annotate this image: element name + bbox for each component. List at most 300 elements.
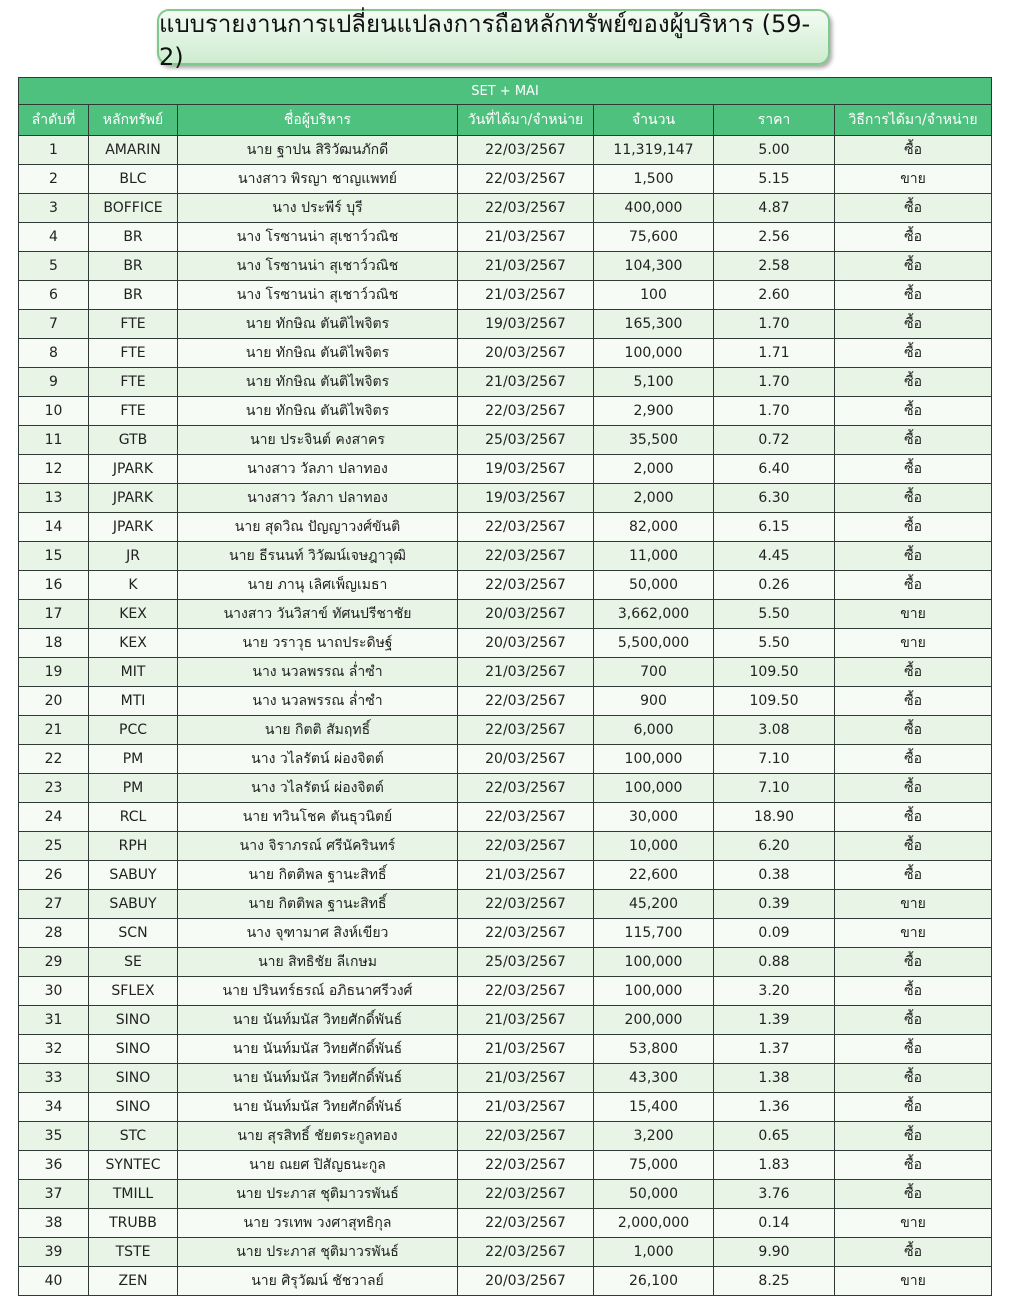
table-row [19, 919, 992, 948]
volume: 200,000 [594, 1006, 714, 1035]
volume: 100,000 [594, 774, 714, 803]
table-row [19, 426, 992, 455]
price: 4.87 [714, 194, 835, 223]
security-symbol: SINO [89, 1064, 178, 1093]
executive-name: นาย วราวุธ นาถประดิษฐ์ [178, 629, 458, 658]
row-number: 37 [19, 1180, 89, 1209]
row-number: 22 [19, 745, 89, 774]
table-row [19, 977, 992, 1006]
executive-name: นาย ศิรุวัฒน์ ชัชวาลย์ [178, 1267, 458, 1296]
column-header-method: วิธีการได้มา/จำหน่าย [835, 105, 992, 136]
transaction-date: 22/03/2567 [458, 687, 594, 716]
executive-name: นาย ทักษิณ ตันติไพจิตร [178, 310, 458, 339]
volume: 2,000,000 [594, 1209, 714, 1238]
volume: 104,300 [594, 252, 714, 281]
row-number: 27 [19, 890, 89, 919]
transaction-method: ซื้อ [835, 1006, 992, 1035]
price: 1.83 [714, 1151, 835, 1180]
transaction-method: ซื้อ [835, 136, 992, 165]
table-row [19, 455, 992, 484]
column-header-executive: ชื่อผู้บริหาร [178, 105, 458, 136]
price: 2.58 [714, 252, 835, 281]
volume: 53,800 [594, 1035, 714, 1064]
price: 0.88 [714, 948, 835, 977]
volume: 75,600 [594, 223, 714, 252]
security-symbol: TSTE [89, 1238, 178, 1267]
table-row [19, 1122, 992, 1151]
table-row [19, 629, 992, 658]
row-number: 2 [19, 165, 89, 194]
row-number: 23 [19, 774, 89, 803]
security-symbol: TMILL [89, 1180, 178, 1209]
row-number: 36 [19, 1151, 89, 1180]
transaction-method: ซื้อ [835, 803, 992, 832]
transaction-method: ซื้อ [835, 281, 992, 310]
transaction-date: 22/03/2567 [458, 919, 594, 948]
volume: 6,000 [594, 716, 714, 745]
transaction-date: 22/03/2567 [458, 774, 594, 803]
table-row [19, 832, 992, 861]
executive-name: นาย นันท์มนัส วิทยศักดิ์พันธ์ [178, 1064, 458, 1093]
volume: 11,319,147 [594, 136, 714, 165]
transaction-method: ซื้อ [835, 948, 992, 977]
table-row [19, 687, 992, 716]
transaction-date: 21/03/2567 [458, 658, 594, 687]
executive-name: นาย ฐาปน สิริวัฒนภักดี [178, 136, 458, 165]
executive-name: นาย ทักษิณ ตันติไพจิตร [178, 368, 458, 397]
transaction-method: ซื้อ [835, 1035, 992, 1064]
transaction-method: ซื้อ [835, 513, 992, 542]
volume: 900 [594, 687, 714, 716]
transaction-date: 25/03/2567 [458, 948, 594, 977]
volume: 26,100 [594, 1267, 714, 1296]
table-row [19, 1064, 992, 1093]
executive-name: นาย ปรินทร์ธรณ์ อภิธนาศรีวงศ์ [178, 977, 458, 1006]
volume: 11,000 [594, 542, 714, 571]
transaction-method: ซื้อ [835, 716, 992, 745]
transaction-method: ซื้อ [835, 252, 992, 281]
executive-name: นาย ภานุ เลิศเพ็ญเมธา [178, 571, 458, 600]
transaction-date: 22/03/2567 [458, 890, 594, 919]
volume: 50,000 [594, 1180, 714, 1209]
table-row [19, 397, 992, 426]
price: 2.56 [714, 223, 835, 252]
transaction-date: 22/03/2567 [458, 513, 594, 542]
transaction-date: 19/03/2567 [458, 484, 594, 513]
row-number: 10 [19, 397, 89, 426]
transaction-method: ซื้อ [835, 194, 992, 223]
price: 5.50 [714, 629, 835, 658]
volume: 3,200 [594, 1122, 714, 1151]
security-symbol: SINO [89, 1093, 178, 1122]
price: 5.50 [714, 600, 835, 629]
transaction-date: 22/03/2567 [458, 136, 594, 165]
table-row [19, 281, 992, 310]
price: 109.50 [714, 687, 835, 716]
transaction-method: ซื้อ [835, 484, 992, 513]
row-number: 4 [19, 223, 89, 252]
executive-name: นาง นวลพรรณ ล่ำซำ [178, 687, 458, 716]
price: 2.60 [714, 281, 835, 310]
transaction-date: 22/03/2567 [458, 542, 594, 571]
security-symbol: MIT [89, 658, 178, 687]
row-number: 9 [19, 368, 89, 397]
row-number: 33 [19, 1064, 89, 1093]
security-symbol: SABUY [89, 861, 178, 890]
transaction-date: 21/03/2567 [458, 368, 594, 397]
price: 6.30 [714, 484, 835, 513]
volume: 100,000 [594, 948, 714, 977]
table-body [19, 136, 992, 1296]
executive-name: นาง ประพีร์ บุรี [178, 194, 458, 223]
table-row [19, 310, 992, 339]
price: 0.65 [714, 1122, 835, 1151]
row-number: 30 [19, 977, 89, 1006]
insider-trading-table [18, 77, 992, 1296]
table-row [19, 571, 992, 600]
transaction-date: 22/03/2567 [458, 1151, 594, 1180]
transaction-date: 21/03/2567 [458, 1093, 594, 1122]
row-number: 1 [19, 136, 89, 165]
price: 4.45 [714, 542, 835, 571]
security-symbol: KEX [89, 600, 178, 629]
column-header-security: หลักทรัพย์ [89, 105, 178, 136]
price: 6.40 [714, 455, 835, 484]
volume: 35,500 [594, 426, 714, 455]
row-number: 12 [19, 455, 89, 484]
row-number: 28 [19, 919, 89, 948]
price: 1.71 [714, 339, 835, 368]
price: 6.20 [714, 832, 835, 861]
transaction-date: 20/03/2567 [458, 600, 594, 629]
table-row [19, 890, 992, 919]
security-symbol: K [89, 571, 178, 600]
table-row [19, 1151, 992, 1180]
transaction-method: ขาย [835, 890, 992, 919]
transaction-method: ซื้อ [835, 774, 992, 803]
row-number: 20 [19, 687, 89, 716]
security-symbol: PM [89, 774, 178, 803]
security-symbol: SE [89, 948, 178, 977]
transaction-date: 22/03/2567 [458, 803, 594, 832]
column-header-no: ลำดับที่ [19, 105, 89, 136]
row-number: 32 [19, 1035, 89, 1064]
transaction-date: 22/03/2567 [458, 194, 594, 223]
transaction-method: ซื้อ [835, 368, 992, 397]
price: 3.76 [714, 1180, 835, 1209]
row-number: 8 [19, 339, 89, 368]
transaction-method: ซื้อ [835, 1151, 992, 1180]
executive-name: นางสาว วัลภา ปลาทอง [178, 455, 458, 484]
transaction-date: 19/03/2567 [458, 310, 594, 339]
volume: 15,400 [594, 1093, 714, 1122]
security-symbol: PCC [89, 716, 178, 745]
executive-name: นาง วไลรัตน์ ผ่องจิตต์ [178, 774, 458, 803]
row-number: 38 [19, 1209, 89, 1238]
price: 0.14 [714, 1209, 835, 1238]
price: 5.15 [714, 165, 835, 194]
transaction-method: ขาย [835, 165, 992, 194]
security-symbol: JR [89, 542, 178, 571]
row-number: 26 [19, 861, 89, 890]
executive-name: นาง โรซานน่า สุเชาว์วณิช [178, 223, 458, 252]
transaction-method: ขาย [835, 1209, 992, 1238]
transaction-date: 21/03/2567 [458, 1006, 594, 1035]
executive-name: นาย สุดวิณ ปัญญาวงศ์ขันติ [178, 513, 458, 542]
transaction-date: 20/03/2567 [458, 339, 594, 368]
price: 3.08 [714, 716, 835, 745]
title-banner [157, 9, 830, 71]
table-row [19, 136, 992, 165]
executive-name: นาย สิทธิชัย ลีเกษม [178, 948, 458, 977]
executive-name: นางสาว วัลภา ปลาทอง [178, 484, 458, 513]
transaction-method: ขาย [835, 600, 992, 629]
price: 6.15 [714, 513, 835, 542]
column-header-price: ราคา [714, 105, 835, 136]
executive-name: นาย นันท์มนัส วิทยศักดิ์พันธ์ [178, 1093, 458, 1122]
transaction-date: 20/03/2567 [458, 745, 594, 774]
row-number: 29 [19, 948, 89, 977]
executive-name: นาง นวลพรรณ ล่ำซำ [178, 658, 458, 687]
column-header-row [19, 105, 992, 136]
executive-name: นาย ประภาส ชุติมาวรพันธ์ [178, 1238, 458, 1267]
executive-name: นาง โรซานน่า สุเชาว์วณิช [178, 281, 458, 310]
security-symbol: SFLEX [89, 977, 178, 1006]
transaction-method: ซื้อ [835, 223, 992, 252]
executive-name: นางสาว พิรญา ชาญแพทย์ [178, 165, 458, 194]
transaction-date: 22/03/2567 [458, 977, 594, 1006]
transaction-method: ซื้อ [835, 339, 992, 368]
security-symbol: SYNTEC [89, 1151, 178, 1180]
table-row [19, 1238, 992, 1267]
executive-name: นาย ธีรนนท์ วิวัฒน์เจษฎาวุฒิ [178, 542, 458, 571]
table-row [19, 1035, 992, 1064]
column-header-volume: จำนวน [594, 105, 714, 136]
table-row [19, 1180, 992, 1209]
price: 1.38 [714, 1064, 835, 1093]
security-symbol: SINO [89, 1006, 178, 1035]
transaction-date: 22/03/2567 [458, 571, 594, 600]
transaction-method: ขาย [835, 629, 992, 658]
transaction-date: 21/03/2567 [458, 223, 594, 252]
volume: 165,300 [594, 310, 714, 339]
table-row [19, 948, 992, 977]
table-row [19, 194, 992, 223]
transaction-method: ซื้อ [835, 571, 992, 600]
row-number: 25 [19, 832, 89, 861]
table-row [19, 484, 992, 513]
executive-name: นาย ทักษิณ ตันติไพจิตร [178, 397, 458, 426]
executive-name: นาย ประภาส ชุติมาวรพันธ์ [178, 1180, 458, 1209]
transaction-date: 21/03/2567 [458, 1064, 594, 1093]
transaction-method: ซื้อ [835, 1238, 992, 1267]
security-symbol: KEX [89, 629, 178, 658]
executive-name: นาย กิตติพล ฐานะสิทธิ์ [178, 861, 458, 890]
volume: 3,662,000 [594, 600, 714, 629]
volume: 45,200 [594, 890, 714, 919]
executive-name: นาง โรซานน่า สุเชาว์วณิช [178, 252, 458, 281]
row-number: 18 [19, 629, 89, 658]
transaction-method: ซื้อ [835, 658, 992, 687]
transaction-method: ซื้อ [835, 1180, 992, 1209]
row-number: 40 [19, 1267, 89, 1296]
price: 0.26 [714, 571, 835, 600]
price: 0.38 [714, 861, 835, 890]
price: 1.36 [714, 1093, 835, 1122]
price: 0.09 [714, 919, 835, 948]
volume: 115,700 [594, 919, 714, 948]
transaction-date: 22/03/2567 [458, 165, 594, 194]
volume: 50,000 [594, 571, 714, 600]
table-row [19, 658, 992, 687]
row-number: 15 [19, 542, 89, 571]
transaction-date: 20/03/2567 [458, 629, 594, 658]
row-number: 34 [19, 1093, 89, 1122]
transaction-date: 25/03/2567 [458, 426, 594, 455]
price: 5.00 [714, 136, 835, 165]
volume: 5,500,000 [594, 629, 714, 658]
volume: 2,900 [594, 397, 714, 426]
price: 3.20 [714, 977, 835, 1006]
security-symbol: SABUY [89, 890, 178, 919]
price: 9.90 [714, 1238, 835, 1267]
security-symbol: FTE [89, 397, 178, 426]
security-symbol: AMARIN [89, 136, 178, 165]
price: 7.10 [714, 745, 835, 774]
security-symbol: BOFFICE [89, 194, 178, 223]
executive-name: นาง จิราภรณ์ ศรีนัครินทร์ [178, 832, 458, 861]
transaction-date: 19/03/2567 [458, 455, 594, 484]
volume: 75,000 [594, 1151, 714, 1180]
security-symbol: ZEN [89, 1267, 178, 1296]
price: 1.70 [714, 310, 835, 339]
row-number: 19 [19, 658, 89, 687]
volume: 2,000 [594, 455, 714, 484]
executive-name: นาย นันท์มนัส วิทยศักดิ์พันธ์ [178, 1035, 458, 1064]
security-symbol: BR [89, 223, 178, 252]
security-symbol: BR [89, 281, 178, 310]
market-header-row [19, 78, 992, 105]
transaction-date: 22/03/2567 [458, 1209, 594, 1238]
volume: 400,000 [594, 194, 714, 223]
row-number: 16 [19, 571, 89, 600]
table-row [19, 368, 992, 397]
transaction-date: 22/03/2567 [458, 832, 594, 861]
row-number: 5 [19, 252, 89, 281]
security-symbol: BR [89, 252, 178, 281]
volume: 22,600 [594, 861, 714, 890]
volume: 82,000 [594, 513, 714, 542]
security-symbol: JPARK [89, 455, 178, 484]
table-row [19, 165, 992, 194]
security-symbol: JPARK [89, 484, 178, 513]
price: 1.70 [714, 368, 835, 397]
volume: 700 [594, 658, 714, 687]
transaction-date: 21/03/2567 [458, 252, 594, 281]
executive-name: นาย สุรสิทธิ์ ชัยตระกูลทอง [178, 1122, 458, 1151]
price: 109.50 [714, 658, 835, 687]
market-label: SET + MAI [19, 78, 992, 105]
transaction-method: ซื้อ [835, 1064, 992, 1093]
table-row [19, 1267, 992, 1296]
transaction-date: 20/03/2567 [458, 1267, 594, 1296]
price: 1.37 [714, 1035, 835, 1064]
table-row [19, 1209, 992, 1238]
row-number: 3 [19, 194, 89, 223]
executive-name: นาง วไลรัตน์ ผ่องจิตต์ [178, 745, 458, 774]
transaction-method: ซื้อ [835, 397, 992, 426]
table-row [19, 774, 992, 803]
executive-name: นาย กิตติ สัมฤทธิ์ [178, 716, 458, 745]
table-row [19, 339, 992, 368]
executive-name: นาย ณยศ ปิสัญธนะกูล [178, 1151, 458, 1180]
transaction-method: ซื้อ [835, 455, 992, 484]
price: 1.70 [714, 397, 835, 426]
security-symbol: BLC [89, 165, 178, 194]
transaction-method: ซื้อ [835, 1093, 992, 1122]
price: 7.10 [714, 774, 835, 803]
transaction-method: ซื้อ [835, 687, 992, 716]
price: 8.25 [714, 1267, 835, 1296]
transaction-date: 21/03/2567 [458, 861, 594, 890]
row-number: 39 [19, 1238, 89, 1267]
transaction-method: ซื้อ [835, 861, 992, 890]
table-row [19, 1006, 992, 1035]
row-number: 7 [19, 310, 89, 339]
volume: 2,000 [594, 484, 714, 513]
executive-name: นาง จุฑามาศ สิงห์เขียว [178, 919, 458, 948]
table-row [19, 223, 992, 252]
executive-name: นาย นันท์มนัส วิทยศักดิ์พันธ์ [178, 1006, 458, 1035]
row-number: 24 [19, 803, 89, 832]
table-row [19, 513, 992, 542]
security-symbol: RCL [89, 803, 178, 832]
row-number: 13 [19, 484, 89, 513]
security-symbol: SINO [89, 1035, 178, 1064]
security-symbol: JPARK [89, 513, 178, 542]
security-symbol: FTE [89, 368, 178, 397]
volume: 100,000 [594, 745, 714, 774]
volume: 10,000 [594, 832, 714, 861]
price: 1.39 [714, 1006, 835, 1035]
executive-name: นาย วรเทพ วงศาสุทธิกุล [178, 1209, 458, 1238]
transaction-date: 22/03/2567 [458, 1122, 594, 1151]
row-number: 17 [19, 600, 89, 629]
security-symbol: GTB [89, 426, 178, 455]
row-number: 14 [19, 513, 89, 542]
table-row [19, 803, 992, 832]
table-row [19, 745, 992, 774]
table-row [19, 1093, 992, 1122]
volume: 100,000 [594, 339, 714, 368]
transaction-date: 22/03/2567 [458, 397, 594, 426]
volume: 43,300 [594, 1064, 714, 1093]
security-symbol: MTI [89, 687, 178, 716]
table-row [19, 861, 992, 890]
price: 0.39 [714, 890, 835, 919]
price: 18.90 [714, 803, 835, 832]
row-number: 11 [19, 426, 89, 455]
volume: 1,500 [594, 165, 714, 194]
executive-name: นาย กิตติพล ฐานะสิทธิ์ [178, 890, 458, 919]
report-title: แบบรายงานการเปลี่ยนแปลงการถือหลักทรัพย์ของผู้บริหาร (59-2) [157, 9, 830, 65]
volume: 100 [594, 281, 714, 310]
executive-name: นาย ทักษิณ ตันติไพจิตร [178, 339, 458, 368]
security-symbol: TRUBB [89, 1209, 178, 1238]
executive-name: นางสาว วันวิสาข์ ทัศนปรีชาชัย [178, 600, 458, 629]
row-number: 21 [19, 716, 89, 745]
volume: 1,000 [594, 1238, 714, 1267]
